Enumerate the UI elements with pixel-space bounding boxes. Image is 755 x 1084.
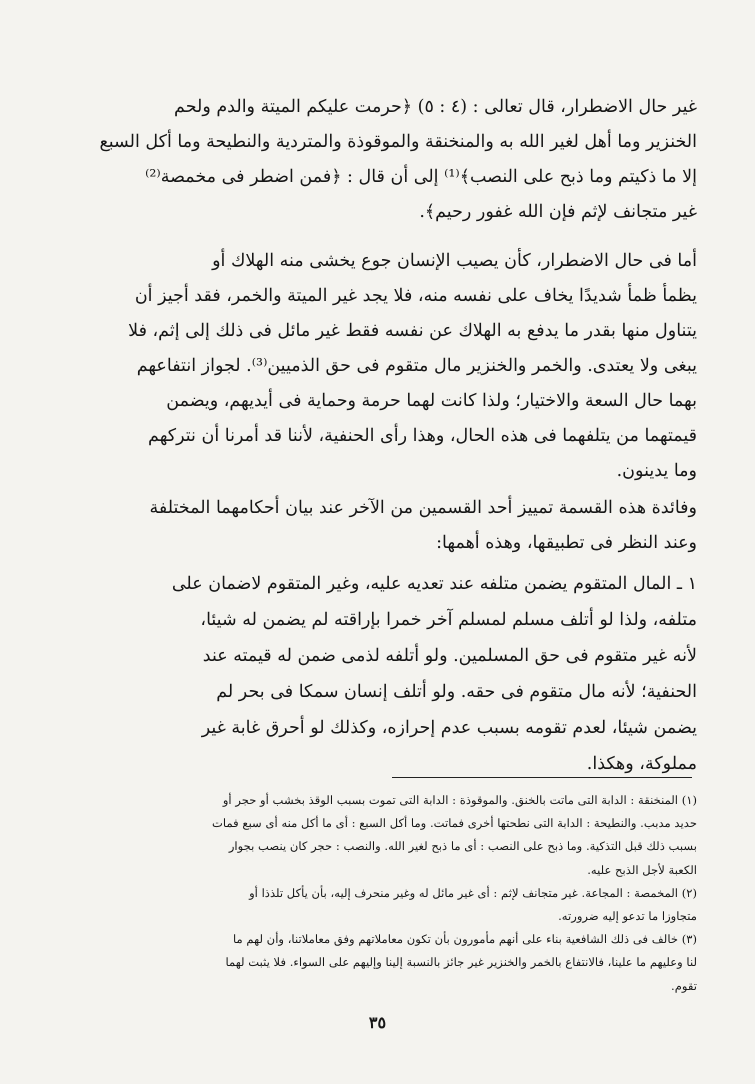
text-line: يتناول منها بقدر ما يدفع به الهلاك عن نفسه فقط غير مائل فى ذلك إلى إثم، فلا (128, 321, 697, 341)
footnote-line: (١) المنخنقة : الدابة التى ماتت بالخنق. والموقوذة : الدابة التى تموت بسبب الوقذ بخشب أو حجر أو (222, 793, 697, 807)
text-line: الحنفية؛ لأنه مال متقوم فى حقه. ولو أتلف إنسان سمكا فى بحر لم (216, 682, 697, 702)
text-line: وفائدة هذه القسمة تمييز أحد القسمين من الآخر عند بيان أحكامهما المختلفة (149, 498, 697, 518)
paragraph-benefit (64, 491, 697, 561)
footnotes (64, 789, 697, 998)
text-line: يبغى ولا يعتدى. والخمر والخنزير مال متقوم فى حق الذميين⁽³⁾. لجواز انتفاعهم (136, 356, 697, 376)
paragraph-necessity (64, 244, 697, 489)
footnote-line: الكعبة لأجل الذبح عليه. (587, 862, 697, 877)
text-line: وما يدينون. (616, 461, 697, 481)
paragraph-quran-verse (64, 90, 697, 230)
text-line: يظمأ ظمأ شديدًا يخاف على نفسه منه، فلا يجد غير الميتة والخمر، فقد أجيز أن (134, 286, 697, 306)
page-number: ٣٥ (368, 1013, 387, 1032)
text-line: ١ ـ المال المتقوم يضمن متلفه عند تعديه عليه، وغير المتقوم لاضمان على (171, 574, 697, 594)
text-line: غير حال الاضطرار، قال تعالى : (٤ : ٥) ﴿حرمت عليكم الميتة والدم ولحم (174, 97, 697, 117)
text-line: بهما حال السعة والاختيار؛ ولذا كانت لهما حرمة وحماية فى أيديهم، ويضمن (166, 391, 697, 411)
footnote-line: حديد مدبب. والنطيحة : الدابة التى نطحتها أخرى فماتت. وما أكل السبع : أى ما أكل منه أى سبع فمات (212, 816, 697, 831)
text-line: وعند النظر فى تطبيقها، وهذه أهمها: (436, 533, 697, 553)
footnote-line: (٢) المخمصة : المجاعة. غير متجانف لإثم : أى غير مائل له وغير منحرف إليه، بأن يأكل تلذذا أو (249, 885, 697, 900)
text-line: لأنه غير متقوم فى حق المسلمين. ولو أتلفه لذمى ضمن له قيمته عند (202, 646, 697, 666)
text-line: مملوكة، وهكذا. (586, 754, 697, 774)
footnote-line: لنا وعليهم ما علينا، فالانتفاع بالخمر والخنزير غير جائز بالنسبة إلينا وإليهم على السواء. فلا يثبت لهما (225, 955, 697, 970)
text-line: متلفه، ولذا لو أتلف مسلم لمسلم آخر خمرا بإراقته لم يضمن له شيئا، (200, 610, 697, 630)
footnote-line: بسبب ذلك قبل التذكية. وما ذبح على النصب : أى ما ذبح لغير الله. والنصب : حجر كان ينصب بجوار (228, 839, 697, 854)
text-line: الخنزير وما أهل لغير الله به والمنخنقة والموقوذة والمتردية والنطيحة وما أكل السبع (99, 132, 697, 152)
paragraph-item-1 (64, 566, 697, 782)
footnote-line: متجاوزا ما تدعو إليه ضرورته. (558, 909, 697, 924)
text-line: يضمن شيئا، لعدم تقومه بسبب عدم إحرازه، وكذلك لو أحرق غابة غير (201, 718, 697, 738)
text-line: أما فى حال الاضطرار، كأن يصيب الإنسان جوع يخشى منه الهلاك أو (212, 251, 697, 271)
text-line: قيمتهما من يتلفهما فى هذه الحال، وهذا رأى الحنفية، لأننا قد أمرنا أن نتركهم (148, 426, 697, 446)
text-line: غير متجانف لإثم فإن الله غفور رحيم﴾. (419, 202, 697, 222)
footnote-separator (392, 777, 692, 778)
footnote-line: (٣) خالف فى ذلك الشافعية بناء على أنهم مأمورون بأن تكون معاملاتهم وفق معاملاتنا، وأن لهم ما (232, 932, 697, 947)
footnote-line: تقوم. (671, 978, 697, 993)
text-line: إلا ما ذكيتم وما ذبح على النصب﴾⁽¹⁾ إلى أن قال : ﴿فمن اضطر فى مخمصة⁽²⁾ (145, 167, 697, 187)
